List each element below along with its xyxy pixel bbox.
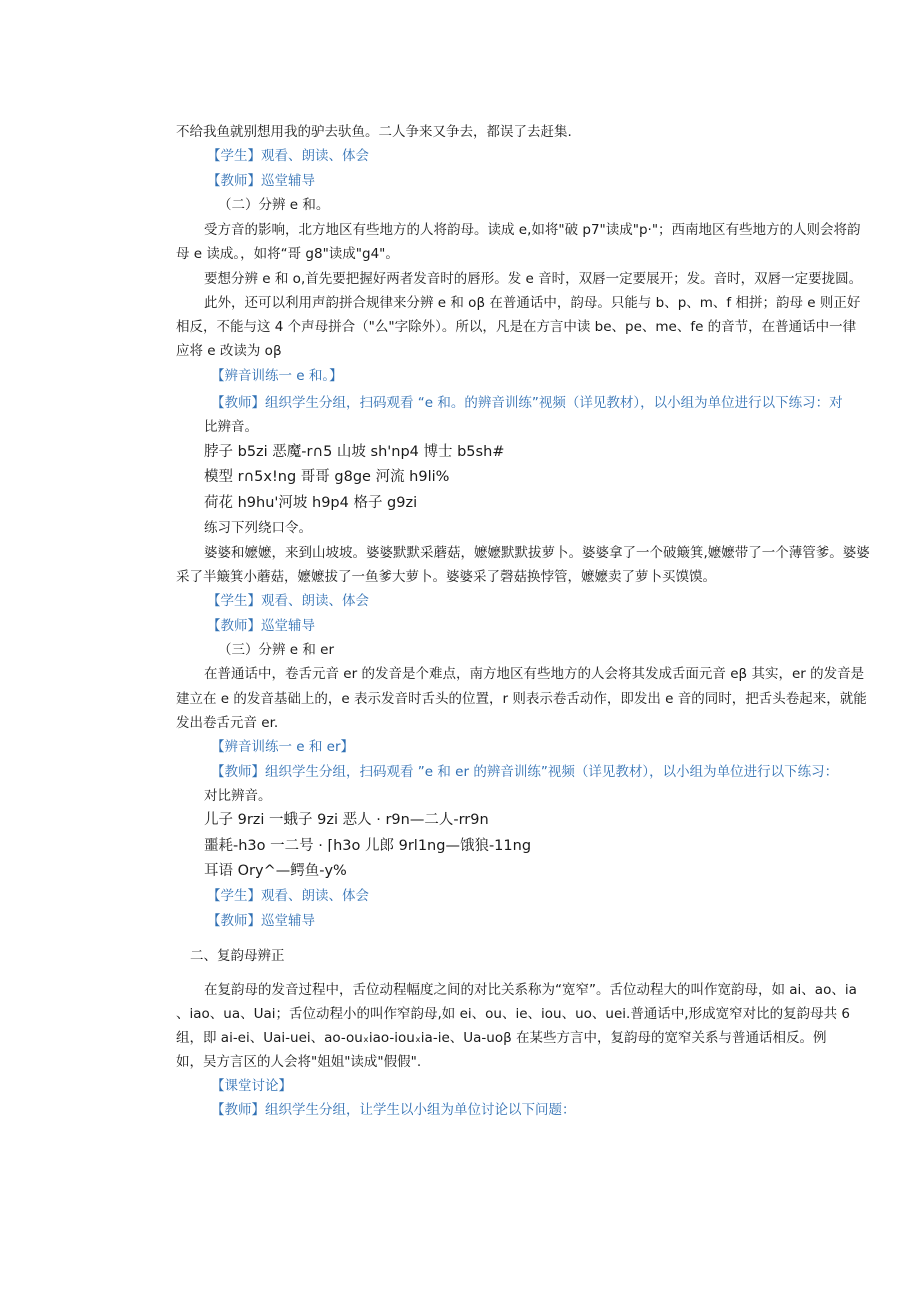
teacher-activity: 【教师】巡堂辅导 bbox=[207, 173, 315, 189]
paragraph-line: 受方音的影响，北方地区有些地方的人将韵母。读成 e,如将"破 p7"读成"p·"；西南地区有些地方的人则会将韵 bbox=[204, 222, 861, 238]
paragraph-line: 练习下列绕口令。 bbox=[204, 520, 312, 536]
paragraph-line: 、iao、ua、Uai；舌位动程小的叫作窄韵母,如 ei、ou、ie、iou、uo、uei.普通话中,形成宽窄对比的复韵母共 6 bbox=[176, 1006, 850, 1022]
paragraph-line: 比辨音。 bbox=[204, 419, 258, 435]
paragraph-line: 在普通话中，卷舌元音 er 的发音是个难点，南方地区有些地方的人会将其发成舌面元音 eβ 其实，er 的发音是 bbox=[204, 666, 865, 682]
teacher-activity: 【教师】组织学生分组，让学生以小组为单位讨论以下问题： bbox=[211, 1102, 576, 1118]
section-heading: （二）分辨 e 和。 bbox=[218, 197, 330, 213]
paragraph-line: 要想分辨 e 和 o,首先要把握好两者发音时的唇形。发 e 音时，双唇一定要展开；发。音时，双唇一定要拢圆。 bbox=[204, 271, 863, 287]
paragraph-line: 发出卷舌元音 er. bbox=[176, 715, 279, 731]
teacher-activity: 【教师】组织学生分组，扫码观看 “e 和。的辨音训练”视频（详见教材），以小组为单位进行以下练习：对 bbox=[211, 395, 843, 411]
pinyin-drill-line: 噩耗-h3o 一二号 · ⌈h3o 儿郎 9rl1ng—饿狼-11ng bbox=[204, 838, 532, 854]
pinyin-drill-line: 荷花 h9hu'河坡 h9p4 格子 g9zi bbox=[204, 495, 418, 511]
paragraph-line: 应将 e 改读为 oβ bbox=[176, 343, 282, 359]
discussion-heading: 【课堂讨论】 bbox=[211, 1078, 292, 1094]
paragraph-line: 此外，还可以利用声韵拼合规律来分辨 e 和 oβ 在普通话中，韵母。只能与 b、p、m、f 相拼；韵母 e 则正好 bbox=[204, 295, 861, 311]
paragraph-line: 不给我鱼就别想用我的驴去驮鱼。二人争来又争去，都误了去赶集. bbox=[176, 124, 572, 140]
paragraph-line: 对比辨音。 bbox=[204, 788, 272, 804]
student-activity: 【学生】观看、朗读、体会 bbox=[207, 593, 369, 609]
pinyin-drill-line: 脖子 b5zi 恶魔-r∩5 山坡 sh'np4 博士 b5sh# bbox=[204, 444, 505, 460]
paragraph-line: 组，即 ai-ei、Uai-uei、ao-ouₓiao-iouₓia-ie、Ua-uoβ 在某些方言中，复韵母的宽窄关系与普通话相反。例 bbox=[176, 1030, 827, 1046]
paragraph-line: 建立在 e 的发音基础上的，e 表示发音时舌头的位置，r 则表示卷舌动作，即发出 e 音的同时，把舌头卷起来，就能 bbox=[176, 691, 867, 707]
paragraph-line: 如，吴方言区的人会将"姐姐"读成"假假". bbox=[176, 1054, 422, 1070]
student-activity: 【学生】观看、朗读、体会 bbox=[207, 888, 369, 904]
paragraph-line: 相反，不能与这 4 个声母拼合（"么"字除外）。所以，凡是在方言中读 be、pe、me、fe 的音节，在普通话中一律 bbox=[176, 319, 857, 335]
paragraph-line: 在复韵母的发音过程中，舌位动程幅度之间的对比关系称为“宽窄”。舌位动程大的叫作宽韵母，如 ai、ao、ia bbox=[204, 982, 857, 998]
drill-heading: 【辨音训练一 e 和 er】 bbox=[211, 739, 355, 755]
paragraph-line: 采了半簸箕小蘑菇，嬷嬷拔了一鱼爹大萝卜。婆婆采了磬菇换悖管，嬷嬷卖了萝卜买馍馍。 bbox=[176, 569, 716, 585]
paragraph-line: 婆婆和嬷嬷，来到山坡坡。婆婆默默采蘑菇，嬷嬷默默拔萝卜。婆婆拿了一个破簸箕,嬷嬷带了一个薄管爹。婆婆 bbox=[204, 545, 870, 561]
pinyin-drill-line: 儿子 9rzi 一蛾子 9zi 恶人 · r9n—二人-rr9n bbox=[204, 812, 489, 828]
section-heading: （三）分辨 e 和 er bbox=[218, 642, 335, 658]
paragraph-line: 母 e 读成。，如将“哥 g8"读成"g4"。 bbox=[176, 246, 399, 262]
teacher-activity: 【教师】巡堂辅导 bbox=[207, 618, 315, 634]
chapter-heading: 二、复韵母辨正 bbox=[190, 948, 285, 964]
student-activity: 【学生】观看、朗读、体会 bbox=[207, 148, 369, 164]
pinyin-drill-line: 模型 r∩5x!ng 哥哥 g8ge 河流 h9li% bbox=[204, 469, 450, 485]
pinyin-drill-line: 耳语 Ory^—鳄鱼-y% bbox=[204, 863, 347, 879]
drill-heading: 【辨音训练一 e 和。】 bbox=[211, 368, 343, 384]
teacher-activity: 【教师】组织学生分组，扫码观看 ”e 和 er 的辨音训练”视频（详见教材），以小组为单位进行以下练习： bbox=[211, 764, 839, 780]
teacher-activity: 【教师】巡堂辅导 bbox=[207, 913, 315, 929]
